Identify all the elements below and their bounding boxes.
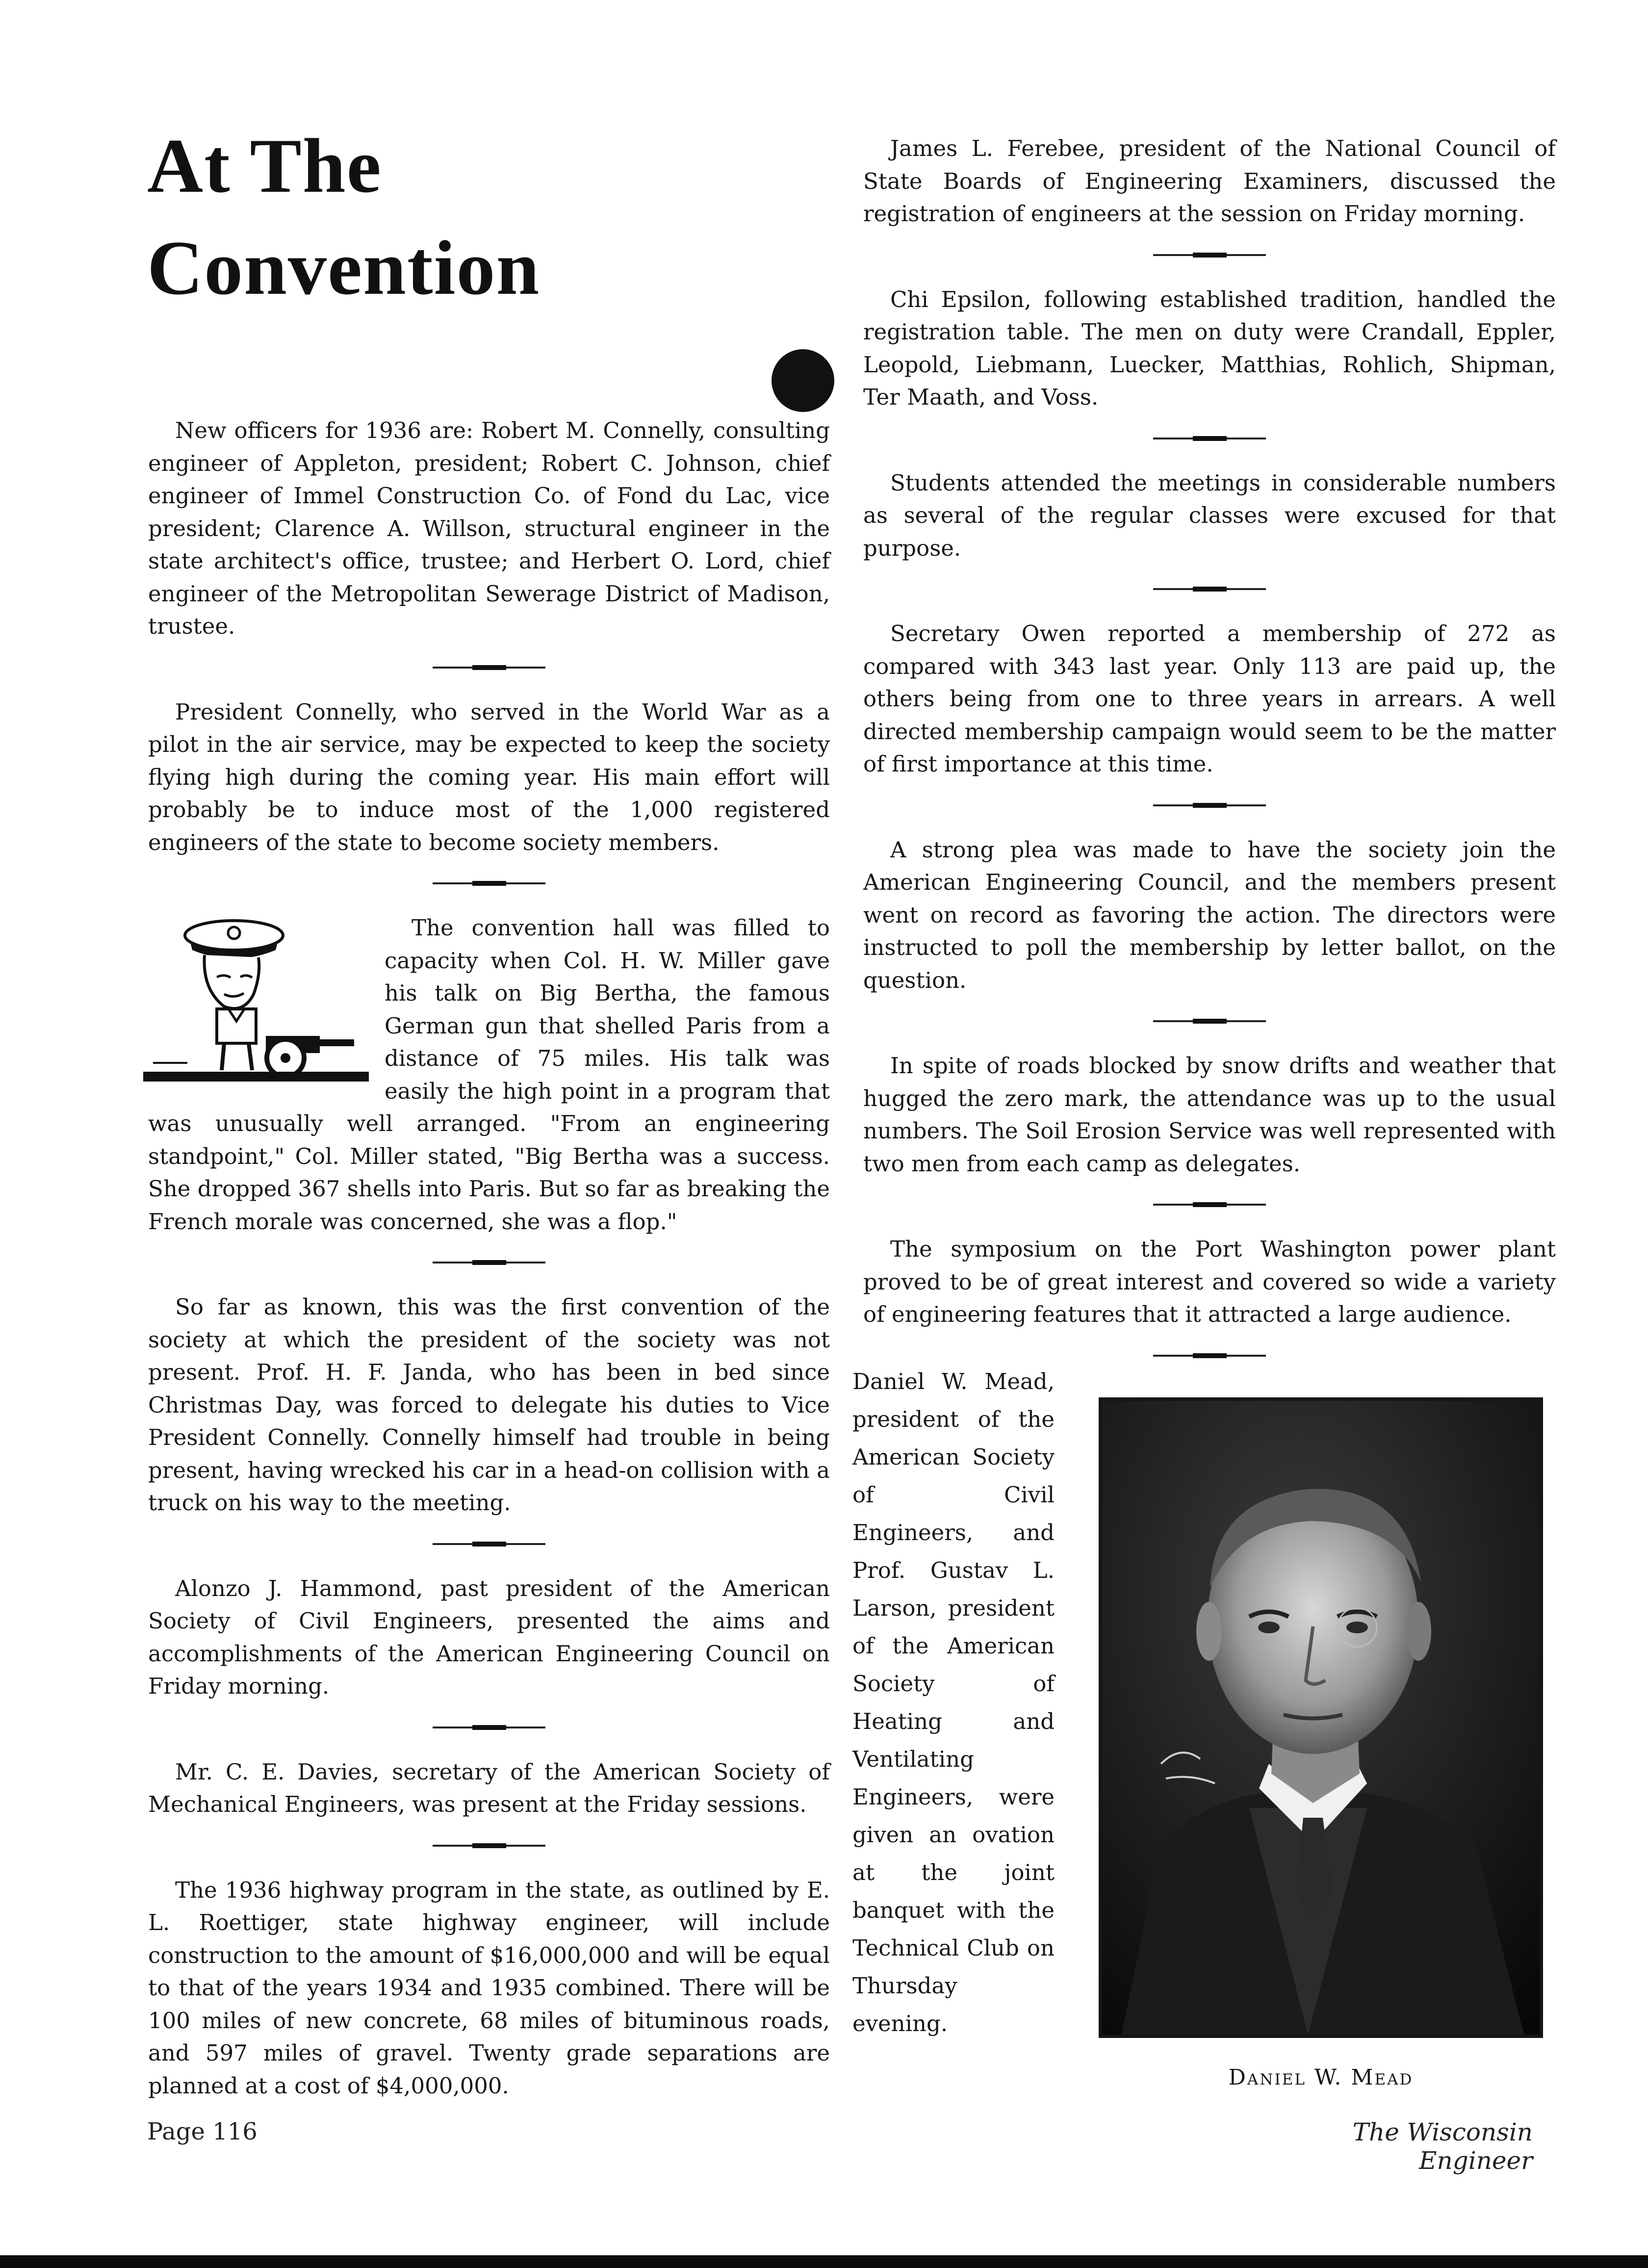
paragraph: The convention hall was filled to capacity when Col. H. W. Miller gave his talk on Big Bertha, the famous German gun that shelled Paris from a distance of 75 miles. His talk was easily the high point in a program that was unusually well arranged. "From an engineering standpoint," Col. Miller stated, "Big Bertha was a success. She dropped 367 shells into Paris. But so far as breaking the French morale was concerned, she was a flop." xyxy=(148,915,830,1235)
paragraph: Alonzo J. Hammond, past president of the American Society of Civil Engineers, presented the aims and accomplishments of the American Engineering Council on Friday morning. xyxy=(148,1575,830,1699)
photo-side-caption xyxy=(852,1363,1055,2042)
left-column xyxy=(148,414,830,2102)
page-number: Page 116 xyxy=(147,2118,258,2145)
paragraph: The symposium on the Port Washington power plant proved to be of great interest and covered so wide a variety of engineering features that it attracted a large audience. xyxy=(863,1236,1556,1327)
article-title xyxy=(147,115,540,319)
paragraph: Students attended the meetings in considerable numbers as several of the regular classes were excused for that purpose. xyxy=(863,469,1556,561)
section-divider xyxy=(433,667,545,669)
publication-name: The Wisconsin Engineer xyxy=(1352,2118,1533,2175)
paragraph: Mr. C. E. Davies, secretary of the American Society of Mechanical Engineers, was present at the Friday sessions. xyxy=(148,1758,830,1817)
paragraph: Secretary Owen reported a membership of 272 as compared with 343 last year. Only 113 are paid up, the others being from one to three years in arrears. A well directed membership campaign would seem to be the matter of first importance at this time. xyxy=(863,620,1556,777)
title-line-2: Convention xyxy=(147,225,541,311)
paragraph: A strong plea was made to have the society join the American Engineering Council, and the members present went on record as favoring the action. The directors were instructed to poll the membership by letter ballot, on the question. xyxy=(863,836,1556,993)
bullet-dot xyxy=(772,349,834,412)
section-divider xyxy=(1153,588,1266,590)
bottom-edge-band xyxy=(0,2255,1648,2268)
right-column xyxy=(863,132,1556,1384)
title-line-1: At The xyxy=(147,123,382,209)
section-divider xyxy=(1153,438,1266,439)
paragraph: New officers for 1936 are: Robert M. Connelly, consulting engineer of Appleton, president; Robert C. Johnson, chief engineer of Immel Construction Co. of Fond du Lac, vice president; Clarence A. Willson, structural engineer in the state architect's office, trustee; and Herbert O. Lord, chief engineer of the Metropolitan Sewerage District of Madison, trustee. xyxy=(148,417,830,639)
paragraph: President Connelly, who served in the World War as a pilot in the air service, may be expected to keep the society flying high during the coming year. His main effort will probably be to induce most of the 1,000 registered engineers of the state to become society members. xyxy=(148,698,830,855)
section-divider xyxy=(1153,804,1266,806)
section-divider xyxy=(433,1845,545,1847)
paragraph: Chi Epsilon, following established tradition, handled the registration table. The men on duty were Crandall, Eppler, Leopold, Liebmann, Luecker, Matthias, Rohlich, Shipman, Ter Maath, and Voss. xyxy=(863,286,1556,410)
portrait-photo-daniel-w-mead xyxy=(1099,1397,1543,2038)
cartoon-soldier-with-gun-illustration xyxy=(143,916,374,1092)
section-divider xyxy=(433,1262,545,1263)
section-divider xyxy=(1153,1204,1266,1206)
paragraph: So far as known, this was the first convention of the society at which the president of the society was not present. Prof. H. F. Janda, who has been in bed since Christmas Day, was forced to delegate his duties to Vice President Connelly. Connelly himself had trouble in being present, having wrecked his car in a head-on collision with a truck on his way to the meeting. xyxy=(148,1294,830,1516)
paragraph: The 1936 highway program in the state, as outlined by E. L. Roettiger, state highway engineer, will include construction to the amount of $16,000,000 and will be equal to that of the years 1934 and 1935 combined. There will be 100 miles of new concrete, 68 miles of bituminous roads, and 597 miles of gravel. Twenty grade separations are planned at a cost of $4,000,000. xyxy=(148,1877,830,2099)
section-divider xyxy=(433,1543,545,1545)
section-divider xyxy=(1153,1020,1266,1022)
section-divider xyxy=(1153,1355,1266,1357)
caption-paragraph: Daniel W. Mead, president of the American Society of Civil Engineers, and Prof. Gustav L. Larson, president of the American Society of Heating and Ventilating Engineers, were given an ovation at the joint banquet with the Technical Club on Thursday evening. xyxy=(852,1368,1055,2036)
paragraph: In spite of roads blocked by snow drifts and weather that hugged the zero mark, the attendance was up to the usual numbers. The Soil Erosion Service was well represented with two men from each camp as delegates. xyxy=(863,1053,1556,1177)
paragraph: James L. Ferebee, president of the National Council of State Boards of Engineering Examiners, discussed the registration of engineers at the session on Friday morning. xyxy=(863,135,1556,227)
section-divider xyxy=(1153,254,1266,256)
section-divider xyxy=(433,1727,545,1728)
section-divider xyxy=(433,882,545,884)
photo-caption: Daniel W. Mead xyxy=(1228,2065,1414,2090)
